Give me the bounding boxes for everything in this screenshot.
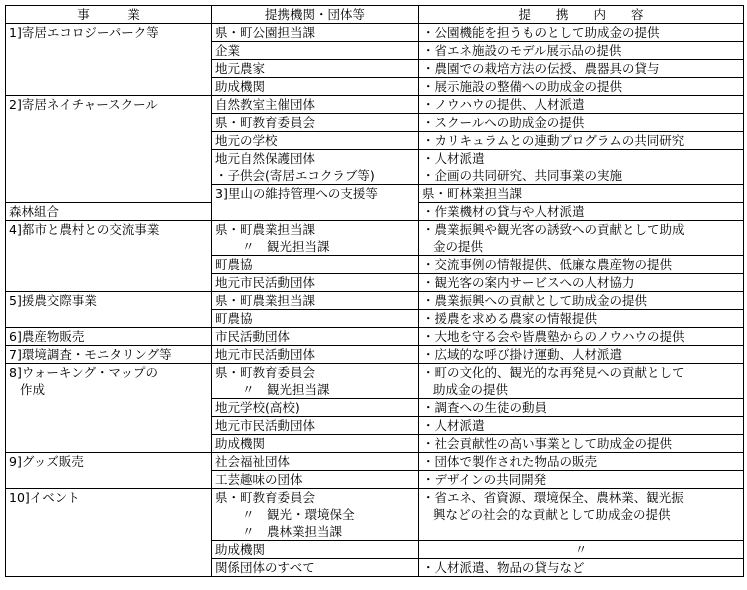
partner-org: 県・町教育委員会 (212, 489, 419, 507)
partnership-table (5, 5, 744, 577)
table-row (6, 346, 744, 364)
partner-org: 県・町林業担当課 (419, 185, 744, 203)
partner-org: 地元市民活動団体 (212, 346, 419, 364)
partner-content: ・省エネ施設のモデル展示品の提供 (419, 42, 744, 60)
project-name: 8]ウォーキング・マップの (6, 364, 212, 382)
partner-content: ・ノウハウの提供、人材派遣 (419, 96, 744, 114)
partner-org: 自然教室主催団体 (212, 96, 419, 114)
partner-org: 助成機関 (212, 541, 419, 559)
partner-org: 市民活動団体 (212, 328, 419, 346)
partner-org: 県・町農業担当課 (212, 221, 419, 239)
partner-org: 県・町教育委員会 (212, 114, 419, 132)
partner-org-cont: 〃 観光・環境保全 (212, 506, 419, 523)
partner-org-cont: 〃 観光担当課 (212, 381, 419, 399)
table-row (6, 292, 744, 310)
partner-content-blank (419, 523, 744, 541)
project-name: 7]環境調査・モニタリング等 (6, 346, 212, 364)
partner-content: ・スクールへの助成金の提供 (419, 114, 744, 132)
partner-content-cont: 金の提供 (419, 238, 744, 256)
partner-content: ・大地を守る会や皆農塾からのノウハウの提供 (419, 328, 744, 346)
project-name: 3]里山の維持管理への支援等 (212, 185, 419, 221)
project-name: 2]寄居ネイチャースクール (6, 96, 212, 203)
project-name: 9]グッズ販売 (6, 453, 212, 489)
header-partner: 提携機関・団体等 (212, 6, 419, 24)
partner-org-cont: 〃 観光担当課 (212, 238, 419, 256)
partner-content-cont: 助成金の提供 (419, 381, 744, 399)
header-row (6, 6, 744, 24)
partner-org: 県・町農業担当課 (212, 292, 419, 310)
project-name-cont: 作成 (6, 381, 212, 453)
partner-org: 地元の学校 (212, 132, 419, 150)
project-name: 5]援農交際事業 (6, 292, 212, 328)
partner-content: ・カリキュラムとの連動プログラムの共同研究 (419, 132, 744, 150)
partner-content-cont: ・企画の共同研究、共同事業の実施 (419, 167, 744, 185)
partner-org: 地元市民活動団体 (212, 274, 419, 292)
partner-content: ・作業機材の貸与や人材派遣 (419, 203, 744, 221)
partner-content: ・人材派遣、物品の貸与など (419, 559, 744, 577)
partner-org: 森林組合 (6, 203, 212, 221)
partner-org: 県・町教育委員会 (212, 364, 419, 382)
table-row (6, 381, 744, 399)
partner-content: ・社会貢献性の高い事業として助成金の提供 (419, 435, 744, 453)
project-name: 4]都市と農村との交流事業 (6, 221, 212, 292)
header-content: 提 携 内 容 (419, 6, 744, 24)
partner-org-cont: 〃 農林業担当課 (212, 523, 419, 541)
partner-org: 地元市民活動団体 (212, 417, 419, 435)
table-row (6, 328, 744, 346)
partner-content: ・デザインの共同開発 (419, 471, 744, 489)
partner-content: ・人材派遣 (419, 150, 744, 168)
partner-content-cont: 興などの社会的な貢献として助成金の提供 (419, 506, 744, 523)
partner-content: ・援農を求める農家の情報提供 (419, 310, 744, 328)
partner-content: ・交流事例の情報提供、低廉な農産物の提供 (419, 256, 744, 274)
partner-org: 工芸趣味の団体 (212, 471, 419, 489)
partner-org: 県・町公園担当課 (212, 24, 419, 42)
partner-content: ・農園での栽培方法の伝授、農器具の貸与 (419, 60, 744, 78)
partner-org: 関係団体のすべて (212, 559, 419, 577)
partner-content: ・省エネ、省資源、環境保全、農林業、観光振 (419, 489, 744, 507)
partner-content: 〃 (419, 541, 744, 559)
partner-org: 企業 (212, 42, 419, 60)
partner-org: 町農協 (212, 256, 419, 274)
table-row (6, 24, 744, 42)
partner-content: ・農業振興や観光客の誘致への貢献として助成 (419, 221, 744, 239)
partner-org-cont: ・子供会(寄居エコクラブ等) (212, 167, 419, 185)
table-row (6, 96, 744, 114)
project-name: 10]イベント (6, 489, 212, 577)
partner-content: ・展示施設の整備への助成金の提供 (419, 78, 744, 96)
partner-content: ・広域的な呼び掛け運動、人材派遣 (419, 346, 744, 364)
partner-org: 助成機関 (212, 435, 419, 453)
table-row (6, 364, 744, 382)
table-row (6, 453, 744, 471)
partner-org: 町農協 (212, 310, 419, 328)
header-project: 事 業 (6, 6, 212, 24)
partner-org: 助成機関 (212, 78, 419, 96)
table-row (6, 489, 744, 507)
partner-org: 地元自然保護団体 (212, 150, 419, 168)
partner-org: 社会福祉団体 (212, 453, 419, 471)
partner-content: ・人材派遣 (419, 417, 744, 435)
project-name: 6]農産物販売 (6, 328, 212, 346)
partner-org: 地元農家 (212, 60, 419, 78)
partner-content: ・町の文化的、観光的な再発見への貢献として (419, 364, 744, 382)
partner-content: ・調査への生徒の動員 (419, 399, 744, 417)
partner-org: 地元学校(高校) (212, 399, 419, 417)
project-name: 1]寄居エコロジーパーク等 (6, 24, 212, 96)
table-row (6, 221, 744, 239)
partner-content: ・観光客の案内サービスへの人材協力 (419, 274, 744, 292)
partner-content: ・農業振興への貢献として助成金の提供 (419, 292, 744, 310)
partner-content: ・公園機能を担うものとして助成金の提供 (419, 24, 744, 42)
partner-content: ・団体で製作された物品の販売 (419, 453, 744, 471)
